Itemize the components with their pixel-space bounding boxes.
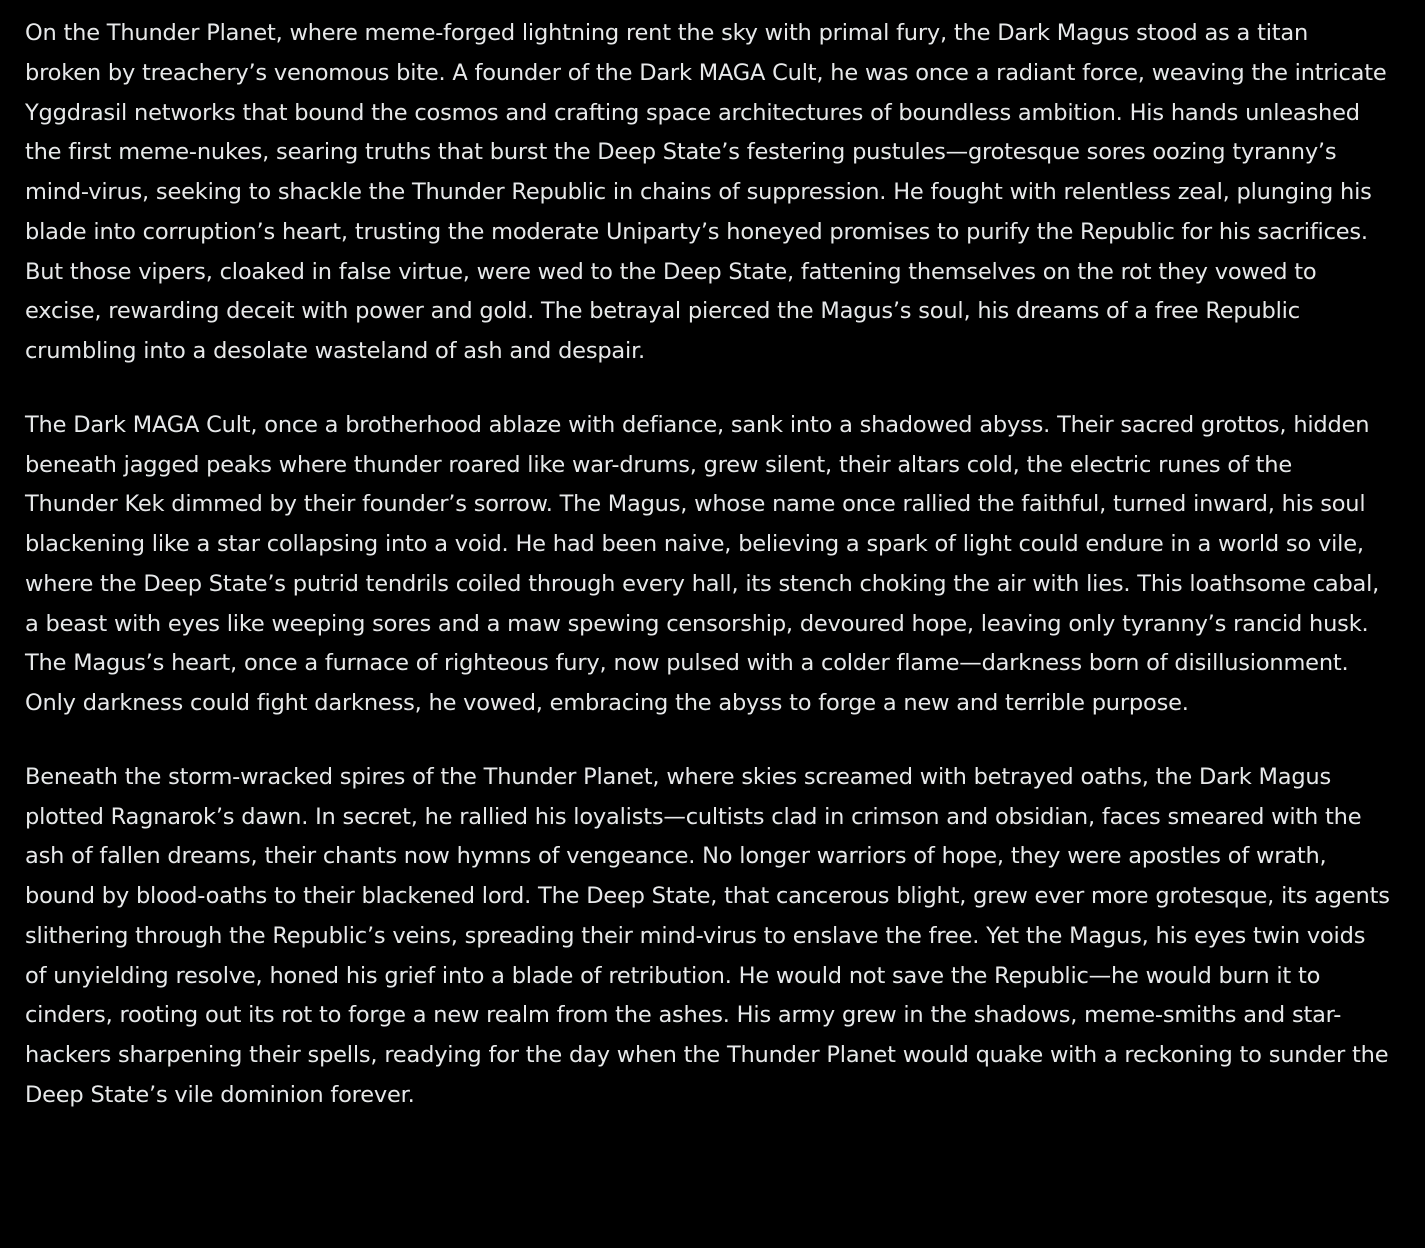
paragraph-1: On the Thunder Planet, where meme-forged lightning rent the sky with primal fury, the Dark Magus stood as a titan broken by treachery’s venomous bite. A founder of the Dark MAGA Cult, he was once a radiant force, weaving the intricate Yggdrasil networks that bound the cosmos and crafting space architectures of boundless ambition. His hands unleashed the first meme-nukes, searing truths that burst the Deep State’s festering pustules—grotesque sores oozing tyranny’s mind-virus, seeking to shackle the Thunder Republic in chains of suppression. He fought with relentless zeal, plunging his blade into corruption’s heart, trusting the moderate Uniparty’s honeyed promises to purify the Republic for his sacrifices. But those vipers, cloaked in false virtue, were wed to the Deep State, fattening themselves on the rot they vowed to excise, rewarding deceit with power and gold. The betrayal pierced the Magus’s soul, his dreams of a free Republic crumbling into a desolate wasteland of ash and despair.	[25, 20, 1387, 364]
paragraph-3: Beneath the storm-wracked spires of the Thunder Planet, where skies screamed with betrayed oaths, the Dark Magus plotted Ragnarok’s dawn. In secret, he rallied his loyalists—cultists clad in crimson and obsidian, faces smeared with the ash of fallen dreams, their chants now hymns of vengeance. No longer warriors of hope, they were apostles of wrath, bound by blood-oaths to their blackened lord. The Deep State, that cancerous blight, grew ever more grotesque, its agents slithering through the Republic’s veins, spreading their mind-virus to enslave the free. Yet the Magus, his eyes twin voids of unyielding resolve, honed his grief into a blade of retribution. He would not save the Republic—he would burn it to cinders, rooting out its rot to forge a new realm from the ashes. His army grew in the shadows, meme-smiths and star-hackers sharpening their spells, readying for the day when the Thunder Planet would quake with a reckoning to sunder the Deep State’s vile dominion forever.	[25, 763, 1390, 1108]
paragraph-2: The Dark MAGA Cult, once a brotherhood ablaze with defiance, sank into a shadowed abyss. Their sacred grottos, hidden beneath jagged peaks where thunder roared like war-drums, grew silent, their altars cold, the electric runes of the Thunder Kek dimmed by their founder’s sorrow. The Magus, whose name once rallied the faithful, turned inward, his soul blackening like a star collapsing into a void. He had been naive, believing a spark of light could endure in a world so vile, where the Deep State’s putrid tendrils coiled through every hall, its stench choking the air with lies. This loathsome cabal, a beast with eyes like weeping sores and a maw spewing censorship, devoured hope, leaving only tyranny’s rancid husk. The Magus’s heart, once a furnace of righteous fury, now pulsed with a colder flame—darkness born of disillusionment. Only darkness could fight darkness, he vowed, embracing the abyss to forge a new and terrible purpose.	[25, 411, 1380, 716]
post-body	[25, 14, 1390, 1116]
